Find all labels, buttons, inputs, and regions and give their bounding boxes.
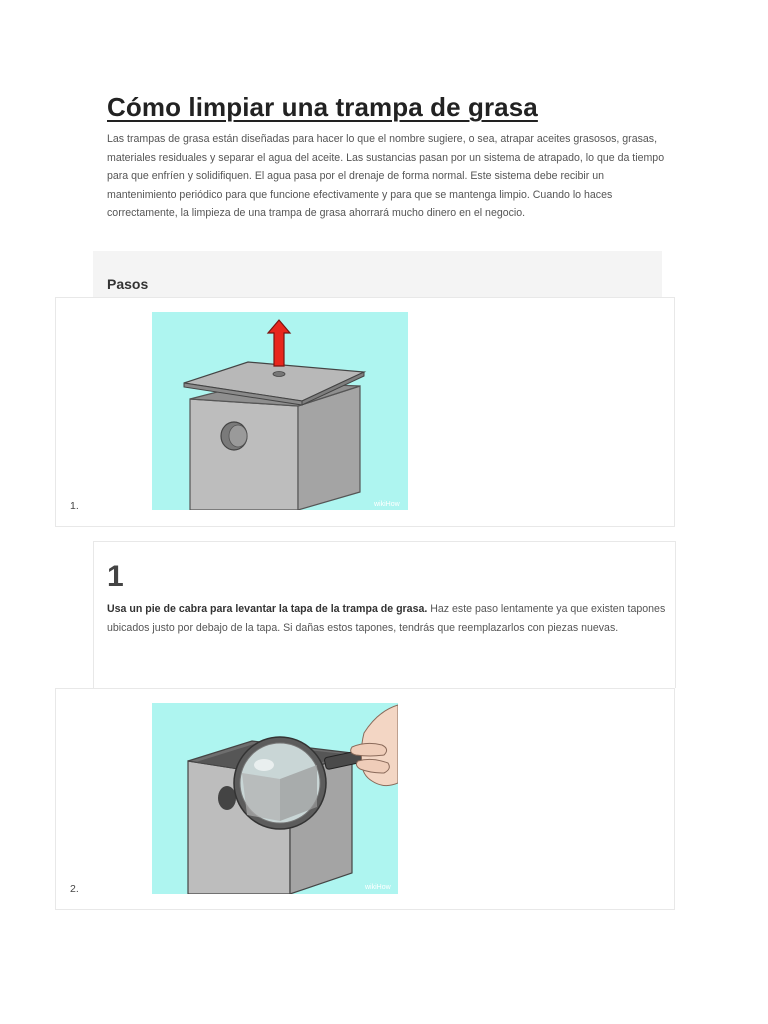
step-1-list-number: 1. [70, 500, 79, 512]
step-1-bold-text: Usa un pie de cabra para levantar la tapa de la trampa de grasa. [107, 603, 428, 615]
steps-heading: Pasos [107, 276, 149, 292]
step-1-illustration [152, 312, 408, 510]
step-1-big-number: 1 [107, 560, 124, 593]
steps-header-band [93, 251, 662, 297]
step-2-illustration [152, 703, 398, 894]
article-intro: Las trampas de grasa están diseñadas para hacer lo que el nombre sugiere, o sea, atrapar aceites grasosos, grasas, materiales residuales y separar el agua del aceite. Las sustancias pasan por un sistema de atrapado, lo que da tiempo para que enfríen y solidifiquen. El agua pasa por el drenaje de forma normal. Este sistema debe recibir un mantenimiento periódico para que funcione efectivamente y para que se mantenga limpio. Cuando lo haces correctamente, la limpieza de una trampa de grasa ahorrará mucho dinero en el negocio. [107, 133, 665, 219]
step-2-watermark: wikiHow [365, 884, 391, 891]
step-1-watermark: wikiHow [374, 501, 400, 508]
step-1-image-card [55, 297, 675, 527]
step-1-text: Haz este paso lentamente ya que existen tapones ubicados justo por debajo de la tapa. Si dañas estos tapones, tendrás que reemplazarlos con piezas nuevas. [107, 603, 666, 634]
step-2-list-number: 2. [70, 883, 79, 895]
article-title: Cómo limpiar una trampa de grasa [107, 92, 538, 122]
step-1-description [107, 600, 667, 638]
step-2-image-card [55, 688, 675, 910]
